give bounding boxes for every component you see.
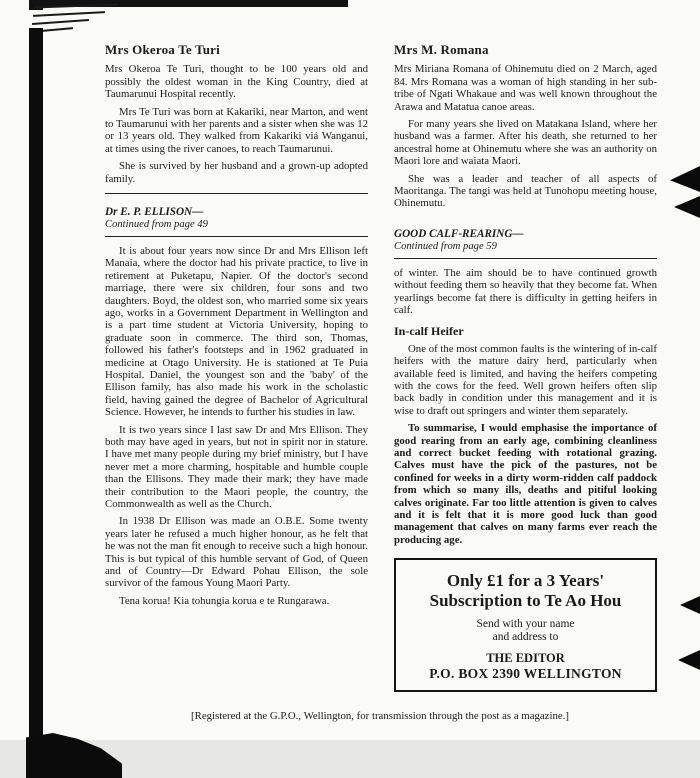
- ad-address-line: P.O. BOX 2390 WELLINGTON: [429, 665, 622, 681]
- subscription-ad: [394, 558, 657, 692]
- article-paragraph: One of the most common faults is the wintering of in-calf heifers with the mature dairy herd, particularly when available feed is limited, and having the heifers competing with the cows for the feed. Well grown heifers often slip back badly in condition under this management and it is wise to draft out springers and winter them separately.: [394, 342, 657, 417]
- article-heading-calf-rearing: [394, 228, 657, 254]
- scan-corner-dark: [29, 0, 43, 10]
- binding-mark: [678, 650, 700, 670]
- registration-notice: [Registered at the G.P.O., Wellington, for transmission through the post as a magazine.]: [191, 710, 569, 722]
- obituary-paragraph: Mrs Miriana Romana of Ohinemutu died on 2 March, aged 84. Mrs Romana was a woman of high standing in her sub-tribe of Ngati Whakaue and was well known throughout the Arawa and Matatua canoe areas.: [394, 63, 657, 113]
- obituary-paragraph: Mrs Te Turi was born at Kakariki, near Marton, and went to Taumarunui with her parents and a sister when she was 12 or 13 years old. They walked from Kakariki viá Wanganui, at times using the river canoes, to reach Taumarunui.: [105, 105, 368, 155]
- heading-divider: [105, 236, 368, 237]
- ad-instruction-line2: and address to: [492, 631, 559, 644]
- article-paragraph: In 1938 Dr Ellison was made an O.B.E. Some twenty years later he refused a much higher honour, as he felt that he was not the man fit enough to receive such a high honour. This is but typical of this humble servant of God, of Queen and of Country—Dr Edward Pohau Ellison, the sole survivor of the famous Young Maori Party.: [105, 515, 368, 590]
- obituary-paragraph: For many years she lived on Matakana Island, where her husband was a farmer. After his death, she returned to her ancestral home at Ohinemutu where she was an authority on Maori lore and waiata Maori.: [394, 118, 657, 168]
- article-paragraph: of winter. The aim should be to have continued growth without feeding them so heavily that they become fat. When yearlings become fat there is difficulty in getting heifers in calf.: [394, 266, 657, 316]
- article-paragraph-bold: To summarise, I would emphasise the importance of good rearing from an early age, combining cleanliness and correct bucket feeding with rotational grazing. Calves must have the pick of the pastures, not be confined for weeks in a dirty worm-ridden calf paddock from which so many ills, deaths and pitiful looking calves originate. Far too little attention is given to calves and it is felt that it is more good luck than good management that calves on many farms ever reach the producing age.: [394, 422, 657, 546]
- article-title: Dr E. P. ELLISON—: [105, 206, 204, 219]
- obituary-paragraph: She is survived by her husband and a grown-up adopted family.: [105, 160, 368, 185]
- article-paragraph: It is two years since I last saw Dr and Mrs Ellison. They both may have aged in years, but not in spirit nor in stature. I have met many people during my brief ministry, but I have never met a more charming, hospitable and humble couple than the Ellisons. They made their mark; they have made their contribution to the Maori people, the country, the Commonwealth as well as the Church.: [105, 423, 368, 510]
- ad-editor-line: THE EDITOR: [486, 651, 565, 666]
- article-subheading: In-calf Heifer: [394, 324, 464, 339]
- ad-headline-line2: Subscription to Te Ao Hou: [429, 590, 622, 610]
- obituary-title-romana: Mrs M. Romana: [394, 42, 489, 57]
- page-columns: [105, 44, 657, 692]
- article-paragraph: It is about four years now since Dr and Mrs Ellison left Manaia, where the doctor had his private practice, to live in retirement at Puketapu, Napier. Of the doctor's second marriage, there were six children, four sons and two daughters. Boyd, the oldest son, who married some six years ago, works in a Government Department in Wellington and is a part time student at Victoria University, hoping to graduate soon in commerce. The third son, Thomas, followed his father's footsteps and in 1962 graduated in medicine at Otago University. He is stationed at Te Puia Hospital. Daniel, the youngest son and the 'baby' of the Ellison family, has also made his work in the scholastic field, having gained the degree of Bachelor of Agricultural Science. However, he intends to further his studies in law.: [105, 244, 368, 419]
- article-continued-note: Continued from page 59: [394, 241, 497, 253]
- binding-mark: [674, 196, 700, 218]
- obituary-paragraph: Mrs Okeroa Te Turi, thought to be 100 years old and possibly the oldest woman in the King Country, died at Taumarunui Hospital recently.: [105, 63, 368, 101]
- binding-mark: [680, 596, 700, 614]
- binding-mark: [670, 166, 700, 192]
- obituary-title-te-turi: Mrs Okeroa Te Turi: [105, 42, 220, 57]
- ad-headline-line1: Only £1 for a 3 Years': [446, 571, 605, 591]
- article-continued-note: Continued from page 49: [105, 219, 208, 231]
- scan-edge-left: [29, 28, 43, 740]
- section-divider: [105, 193, 368, 194]
- obituary-paragraph: She was a leader and teacher of all aspects of Maoritanga. The tangi was held at Tunohopu meeting house, Ohinemutu.: [394, 172, 657, 210]
- column-left: [105, 44, 368, 692]
- article-title: GOOD CALF-REARING—: [394, 227, 524, 240]
- stacked-page-edge: [32, 19, 89, 25]
- ad-instruction-line1: Send with your name: [476, 618, 575, 631]
- column-right: [394, 44, 657, 692]
- article-heading-ellison: [105, 206, 368, 232]
- stacked-page-edge: [33, 11, 105, 17]
- heading-divider: [394, 258, 657, 259]
- article-valediction: Tena korua! Kia tohungia korua e te Rungarawa.: [119, 594, 330, 607]
